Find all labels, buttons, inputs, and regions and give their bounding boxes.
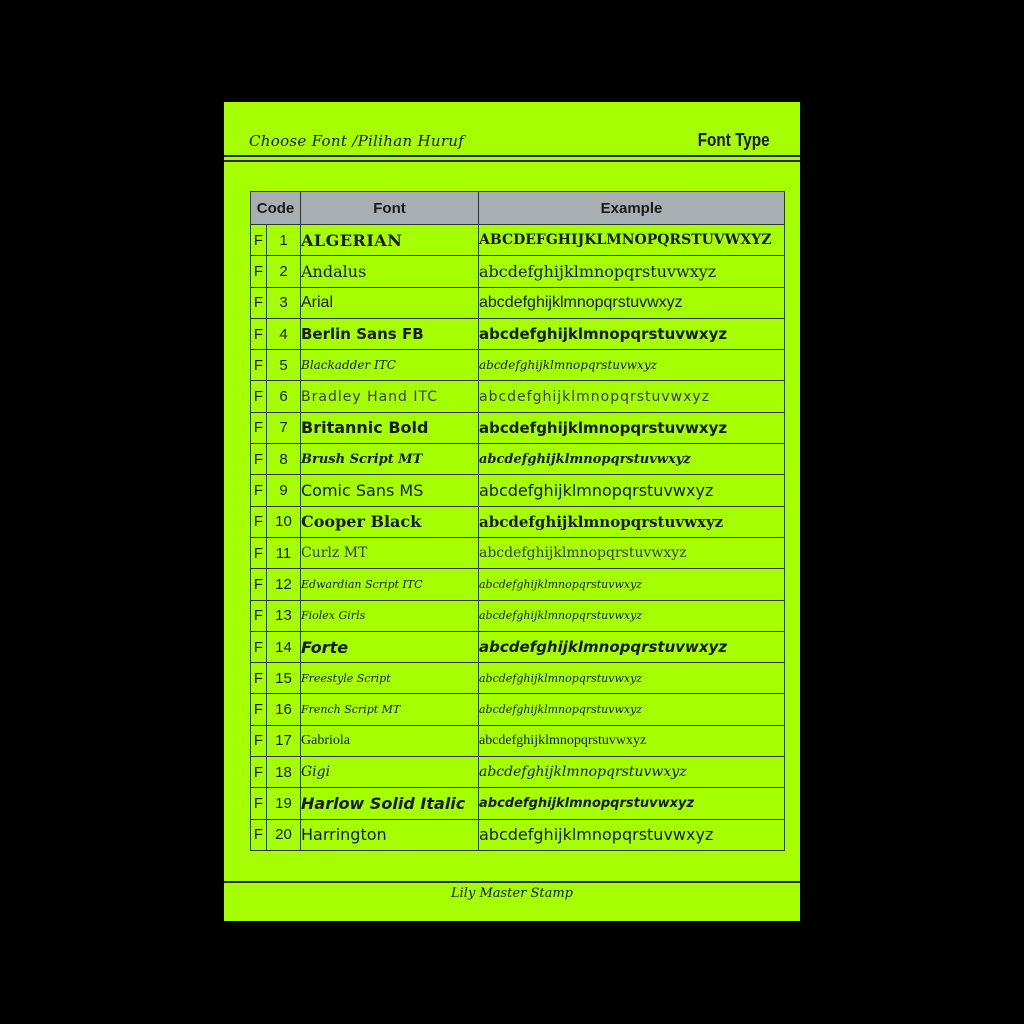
- code-number: 4: [267, 318, 301, 349]
- font-name: Britannic Bold: [301, 412, 479, 443]
- font-example: abcdefghijklmnopqrstuvwxyz: [479, 694, 785, 725]
- font-name: Fiolex Girls: [301, 600, 479, 631]
- font-example: abcdefghijklmnopqrstuvwxyz: [479, 537, 785, 568]
- code-prefix: F: [251, 318, 267, 349]
- table-row: [251, 475, 785, 506]
- table-row: [251, 788, 785, 819]
- font-name: Curlz MT: [301, 537, 479, 568]
- code-prefix: F: [251, 663, 267, 694]
- table-row: [251, 725, 785, 756]
- table-row: [251, 287, 785, 318]
- table-row: [251, 412, 785, 443]
- header-rule-bottom: [224, 160, 800, 162]
- code-prefix: F: [251, 788, 267, 819]
- font-example: abcdefghijklmnopqrstuvwxyz: [479, 412, 785, 443]
- code-prefix: F: [251, 256, 267, 287]
- font-name: Forte: [301, 631, 479, 662]
- table-row: [251, 694, 785, 725]
- font-example: abcdefghijklmnopqrstuvwxyz: [479, 318, 785, 349]
- table-header-row: [251, 192, 785, 225]
- code-prefix: F: [251, 381, 267, 412]
- font-example: abcdefghijklmnopqrstuvwxyz: [479, 381, 785, 412]
- code-number: 9: [267, 475, 301, 506]
- table-row: [251, 350, 785, 381]
- font-name: Andalus: [301, 256, 479, 287]
- table-row: [251, 819, 785, 850]
- font-table: [250, 191, 785, 851]
- header-rule-top: [224, 155, 800, 157]
- code-number: 3: [267, 287, 301, 318]
- sheet-heading: [224, 102, 800, 162]
- code-number: 19: [267, 788, 301, 819]
- code-prefix: F: [251, 444, 267, 475]
- font-name: French Script MT: [301, 694, 479, 725]
- code-number: 5: [267, 350, 301, 381]
- code-number: 6: [267, 381, 301, 412]
- column-header-font: Font: [301, 192, 479, 225]
- choose-font-title: Choose Font /Pilihan Huruf: [249, 132, 465, 150]
- code-number: 15: [267, 663, 301, 694]
- font-example: abcdefghijklmnopqrstuvwxyz: [479, 663, 785, 694]
- code-prefix: F: [251, 600, 267, 631]
- font-name: Harrington: [301, 819, 479, 850]
- font-example: abcdefghijklmnopqrstuvwxyz: [479, 725, 785, 756]
- code-number: 10: [267, 506, 301, 537]
- font-name: Bradley Hand ITC: [301, 381, 479, 412]
- font-example: abcdefghijklmnopqrstuvwxyz: [479, 788, 785, 819]
- code-number: 16: [267, 694, 301, 725]
- font-example: abcdefghijklmnopqrstuvwxyz: [479, 819, 785, 850]
- font-type-title: Font Type: [698, 130, 770, 150]
- code-number: 12: [267, 569, 301, 600]
- font-example: abcdefghijklmnopqrstuvwxyz: [479, 506, 785, 537]
- code-number: 8: [267, 444, 301, 475]
- table-row: [251, 318, 785, 349]
- table-row: [251, 757, 785, 788]
- font-example: abcdefghijklmnopqrstuvwxyz: [479, 757, 785, 788]
- code-number: 17: [267, 725, 301, 756]
- font-name: Comic Sans MS: [301, 475, 479, 506]
- table-row: [251, 506, 785, 537]
- code-number: 14: [267, 631, 301, 662]
- font-name: Freestyle Script: [301, 663, 479, 694]
- font-name: Cooper Black: [301, 506, 479, 537]
- table-row: [251, 600, 785, 631]
- font-name: Edwardian Script ITC: [301, 569, 479, 600]
- font-example: abcdefghijklmnopqrstuvwxyz: [479, 569, 785, 600]
- font-table-body: [251, 225, 785, 851]
- font-example: abcdefghijklmnopqrstuvwxyz: [479, 444, 785, 475]
- font-name: Berlin Sans FB: [301, 318, 479, 349]
- brand-footer: Lily Master Stamp: [451, 886, 573, 901]
- code-prefix: F: [251, 225, 267, 256]
- table-row: [251, 663, 785, 694]
- code-prefix: F: [251, 537, 267, 568]
- code-number: 18: [267, 757, 301, 788]
- font-name: Gigi: [301, 757, 479, 788]
- code-prefix: F: [251, 287, 267, 318]
- column-header-example: Example: [479, 192, 785, 225]
- font-name: ALGERIAN: [301, 225, 479, 256]
- font-example: abcdefghijklmnopqrstuvwxyz: [479, 600, 785, 631]
- font-example: abcdefghijklmnopqrstuvwxyz: [479, 256, 785, 287]
- code-prefix: F: [251, 725, 267, 756]
- code-number: 11: [267, 537, 301, 568]
- column-header-code: Code: [251, 192, 301, 225]
- table-row: [251, 631, 785, 662]
- code-prefix: F: [251, 475, 267, 506]
- code-number: 7: [267, 412, 301, 443]
- table-row: [251, 569, 785, 600]
- font-example: abcdefghijklmnopqrstuvwxyz: [479, 631, 785, 662]
- font-name: Brush Script MT: [301, 444, 479, 475]
- table-row: [251, 225, 785, 256]
- code-number: 2: [267, 256, 301, 287]
- code-prefix: F: [251, 757, 267, 788]
- code-number: 20: [267, 819, 301, 850]
- font-example: abcdefghijklmnopqrstuvwxyz: [479, 475, 785, 506]
- code-prefix: F: [251, 694, 267, 725]
- code-prefix: F: [251, 350, 267, 381]
- font-name: Gabriola: [301, 725, 479, 756]
- font-name: Arial: [301, 287, 479, 318]
- font-example: ABCDEFGHIJKLMNOPQRSTUVWXYZ: [479, 225, 785, 256]
- code-number: 13: [267, 600, 301, 631]
- code-prefix: F: [251, 412, 267, 443]
- font-name: Blackadder ITC: [301, 350, 479, 381]
- table-row: [251, 381, 785, 412]
- code-number: 1: [267, 225, 301, 256]
- code-prefix: F: [251, 506, 267, 537]
- footer-rule: [224, 881, 800, 883]
- code-prefix: F: [251, 631, 267, 662]
- font-name: Harlow Solid Italic: [301, 788, 479, 819]
- table-row: [251, 537, 785, 568]
- table-row: [251, 256, 785, 287]
- table-row: [251, 444, 785, 475]
- code-prefix: F: [251, 569, 267, 600]
- font-chart-sheet: [224, 102, 800, 921]
- font-example: abcdefghijklmnopqrstuvwxyz: [479, 287, 785, 318]
- code-prefix: F: [251, 819, 267, 850]
- font-example: abcdefghijklmnopqrstuvwxyz: [479, 350, 785, 381]
